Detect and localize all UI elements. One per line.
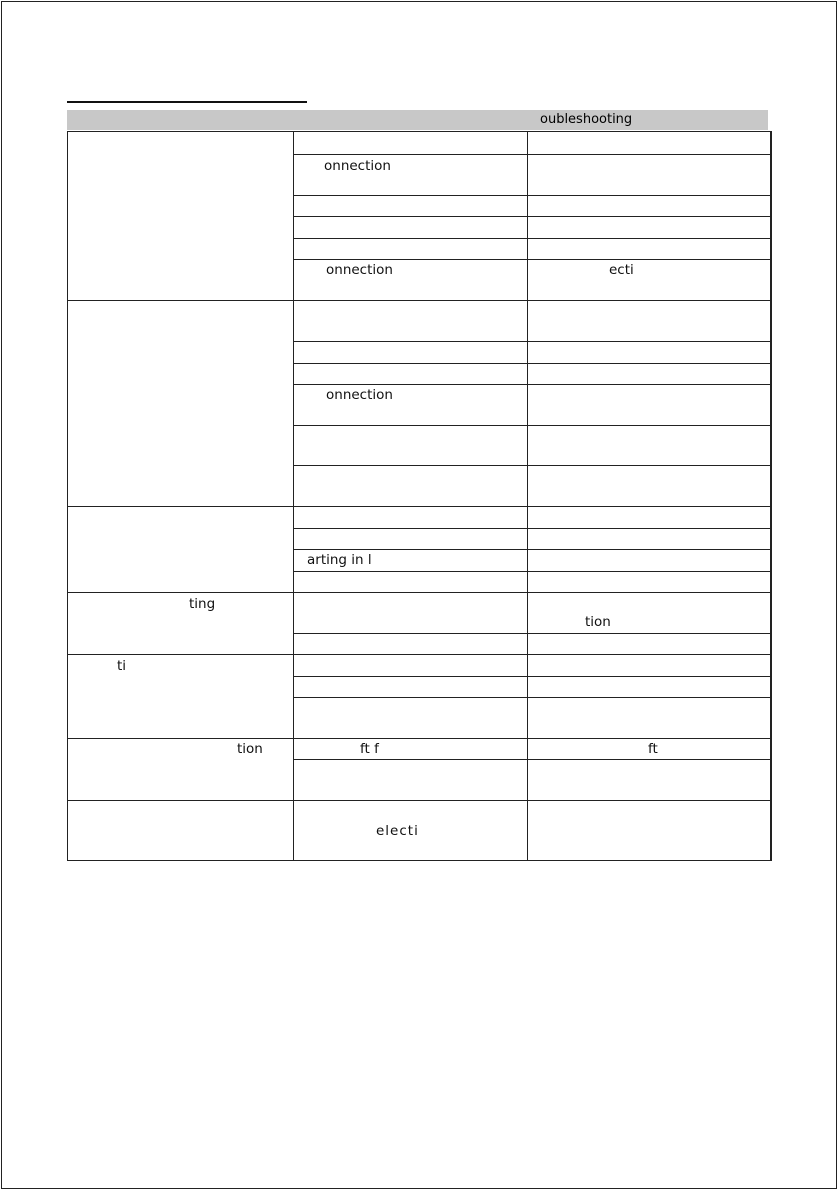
solution-cell: [528, 572, 771, 593]
solution-cell: [528, 529, 771, 550]
solution-cell: [528, 655, 771, 677]
cause-cell: [294, 634, 528, 655]
table-row: [68, 593, 771, 634]
solution-cell: [528, 217, 771, 239]
cause-cell: [294, 466, 528, 507]
solution-cell: [528, 364, 771, 385]
solution-cell: [528, 801, 771, 861]
solution-cell: tion: [528, 593, 771, 634]
table-row: [68, 301, 771, 342]
troubleshooting-table: [67, 131, 772, 861]
solution-cell: [528, 698, 771, 739]
cause-cell: [294, 364, 528, 385]
solution-cell: [528, 634, 771, 655]
solution-cell: [528, 196, 771, 217]
table-row: [68, 507, 771, 529]
solution-cell: [528, 342, 771, 364]
title-underline: [67, 101, 307, 103]
cause-cell: [294, 698, 528, 739]
table-header-banner: [67, 110, 768, 130]
cause-cell: onnection: [294, 260, 528, 301]
cause-cell: [294, 342, 528, 364]
solution-cell: [528, 677, 771, 698]
table-row: [68, 655, 771, 677]
cause-cell: [294, 239, 528, 260]
cause-cell: electi: [294, 801, 528, 861]
cause-cell: onnection: [294, 385, 528, 426]
solution-cell: [528, 550, 771, 572]
cause-cell: [294, 677, 528, 698]
solution-cell: [528, 301, 771, 342]
symptom-cell: ti: [68, 655, 294, 739]
cause-cell: [294, 760, 528, 801]
banner-title: oubleshooting: [540, 112, 633, 127]
solution-cell: [528, 385, 771, 426]
cause-cell: [294, 217, 528, 239]
cause-cell: ft f: [294, 739, 528, 760]
solution-cell: [528, 507, 771, 529]
solution-cell: [528, 155, 771, 196]
solution-cell: [528, 426, 771, 466]
cause-cell: [294, 426, 528, 466]
symptom-cell: tion: [68, 739, 294, 801]
table-row: [68, 801, 771, 861]
symptom-cell: ting: [68, 593, 294, 655]
cause-cell: [294, 301, 528, 342]
solution-cell: [528, 239, 771, 260]
cause-cell: [294, 196, 528, 217]
cause-cell: onnection: [294, 155, 528, 196]
cause-cell: [294, 529, 528, 550]
symptom-cell: [68, 301, 294, 507]
table-row: [68, 739, 771, 760]
cause-cell: [294, 655, 528, 677]
cause-cell: [294, 593, 528, 634]
cause-cell: [294, 572, 528, 593]
solution-cell: [528, 760, 771, 801]
solution-cell: ecti: [528, 260, 771, 301]
symptom-cell: [68, 801, 294, 861]
cause-cell: [294, 132, 528, 155]
symptom-cell: [68, 507, 294, 593]
cause-cell: [294, 507, 528, 529]
table-row: [68, 132, 771, 155]
cause-cell: arting in l: [294, 550, 528, 572]
solution-cell: [528, 466, 771, 507]
solution-cell: [528, 132, 771, 155]
solution-cell: ft: [528, 739, 771, 760]
symptom-cell: [68, 132, 294, 301]
